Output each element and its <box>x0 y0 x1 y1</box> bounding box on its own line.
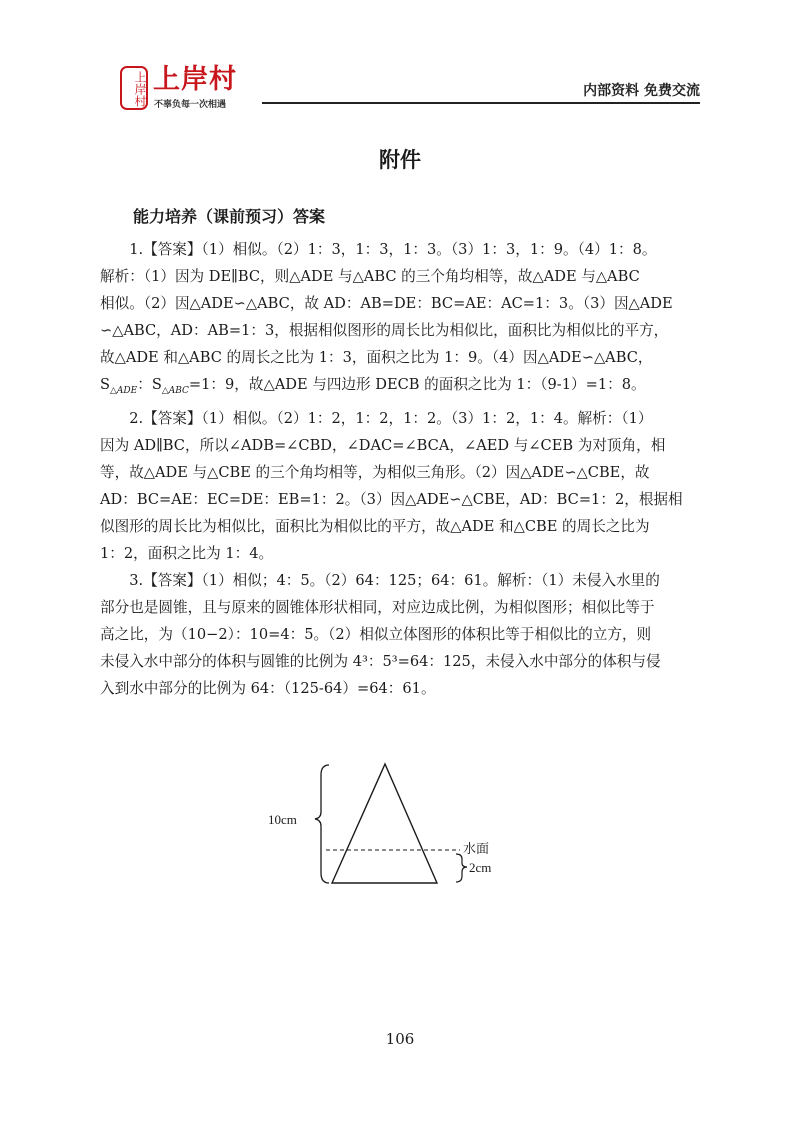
answer-1-line-4: ∽△ABC，AD：AB=1：3，根据相似图形的周长比为相似比，面积比为相似比的平方， <box>100 322 669 339</box>
answer-1-line-1: 1.【答案】（1）相似。（2）1：3，1：3，1：3。（3）1：3，1：9。（4）1：8。 <box>129 241 657 258</box>
answer-3-line-5: 入到水中部分的比例为 64：（125-64）=64：61。 <box>100 679 436 697</box>
answer-3-line-3: 高之比，为（10−2）：10=4：5。（2）相似立体图形的体积比等于相似比的立方，则 <box>100 625 652 643</box>
answer-2-line-4: AD：BC=AE：EC=DE：EB=1：2。（3）因△ADE∽△CBE，AD：BC=1：2，根据相 <box>100 490 683 508</box>
answer-2-line-5: 似图形的周长比为相似比，面积比为相似比的平方，故△ADE 和△CBE 的周长之比为 <box>100 517 650 535</box>
answer-2-line-1: 2.【答案】（1）相似。（2）1：2，1：2，1：2。（3）1：2，1：4。解析：（1） <box>129 409 653 427</box>
answer-1-line-3: 相似。（2）因△ADE∽△ABC，故 AD：AB=DE：BC=AE：AC=1：3。（3）因△ADE <box>100 295 673 312</box>
page-title: 附件 <box>379 148 421 172</box>
answer-3-line-1: 3.【答案】（1）相似；4：5。（2）64：125；64：61。解析：（1）未侵入水里的 <box>129 571 660 589</box>
answer-body <box>100 236 700 702</box>
logo-title: 上岸村 <box>153 64 237 95</box>
cone-diagram <box>255 755 515 895</box>
section-heading: 能力培养（课前预习）答案 <box>133 207 326 226</box>
header-right-text: 内部资料 免费交流 <box>583 83 700 99</box>
depth-brace <box>456 854 467 882</box>
answer-1 <box>100 236 700 405</box>
logo-seal: 上岸村 <box>120 66 148 110</box>
answer-2-line-3: 等，故△ADE 与△CBE 的三个角均相等，为相似三角形。（2）因△ADE∽△CBE，故 <box>100 463 650 481</box>
page-header <box>0 0 800 120</box>
subscript-abc: △ABC <box>161 385 189 396</box>
answer-1-line-2: 解析：（1）因为 DE∥BC，则△ADE 与△ABC 的三个角均相等，故△ADE 与△ABC <box>100 268 640 285</box>
answer-2-line-6: 1：2，面积之比为 1：4。 <box>100 544 274 562</box>
answer-3 <box>100 567 700 702</box>
answer-1-line-5: 故△ADE 和△ABC 的周长之比为 1：3，面积之比为 1：9。（4）因△ADE∽△ABC， <box>100 349 653 366</box>
subscript-ade: △ADE <box>110 385 138 396</box>
answer-2-line-2: 因为 AD∥BC，所以∠ADB=∠CBD，∠DAC=∠BCA，∠AED 与∠CEB 为对顶角，相 <box>100 436 666 454</box>
answer-3-line-4: 未侵入水中部分的体积与圆锥的比例为 4³：5³=64：125，未侵入水中部分的体积与侵 <box>100 652 661 670</box>
height-brace <box>315 765 329 883</box>
height-label: 10cm <box>268 812 297 827</box>
logo-slogan: 不辜负每一次相遇 <box>154 100 227 110</box>
header-divider <box>262 102 700 104</box>
page-number: 106 <box>385 1030 415 1048</box>
answer-2 <box>100 405 700 567</box>
water-surface-label: 水面 <box>463 842 490 857</box>
answer-3-line-2: 部分也是圆锥，且与原来的圆锥体形状相同，对应边成比例，为相似图形；相似比等于 <box>100 598 655 616</box>
answer-1-line-6: $S_{\triangle ADE}$：$S_{\triangle ABC}=1$：9，故△ADE 与四边形 DECB 的面积之比为 1：（9-1）=1：8。 <box>100 376 646 396</box>
cone-triangle <box>332 764 437 883</box>
depth-label: 2cm <box>469 860 492 875</box>
